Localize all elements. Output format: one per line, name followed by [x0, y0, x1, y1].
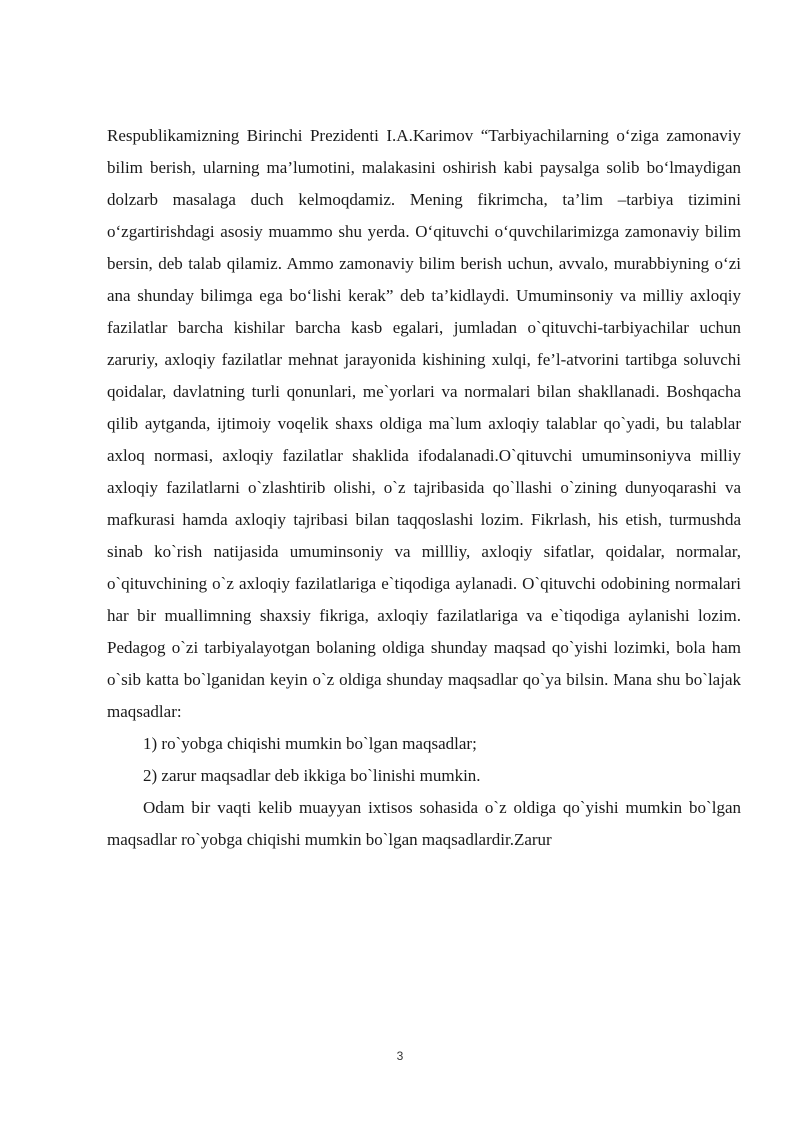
paragraph-closing: Odam bir vaqti kelib muayyan ixtisos sohasida o`z oldiga qo`yishi mumkin bo`lgan maqsadlar ro`yobga chiqishi mumkin bo`lgan maqsadlardir.Zarur [107, 798, 741, 849]
body-text [107, 120, 741, 856]
list-item-1: 1) ro`yobga chiqishi mumkin bo`lgan maqsadlar; [143, 734, 477, 753]
paragraph-main: Respublikamizning Birinchi Prezidenti I.A.Karimov “Tarbiyachilarning o‘ziga zamonaviy bilim berish, ularning ma’lumotini, malakasini oshirish kabi paysalga solib bo‘lmaydigan dolzarb masalaga duch kelmoqdamiz. Mening fikrimcha, ta’lim –tarbiya tizimini o‘zgartirishdagi asosiy muammo shu yerda. O‘qituvchi o‘quvchilarimizga zamonaviy bilim bersin, deb talab qilamiz. Ammo zamonaviy bilim berish uchun, avvalo, murabbiyning o‘zi ana shunday bilimga ega bo‘lishi kerak” deb ta’kidlaydi. Umuminsoniy va milliy axloqiy fazilatlar barcha kishilar barcha kasb egalari, jumladan o`qituvchi-tarbiyachilar uchun zaruriy, axloqiy fazilatlar mehnat jarayonida kishining xulqi, fe’l-atvorini tartibga soluvchi qoidalar, davlatning turli qonunlari, me`yorlari va normalari bilan shakllanadi. Boshqacha qilib aytganda, ijtimoiy voqelik shaxs oldiga ma`lum axloqiy talablar qo`yadi, bu talablar axloq normasi, axloqiy fazilatlar shaklida ifodalanadi.O`qituvchi umuminsoniyva milliy axloqiy fazilatlarni o`zlashtirib olishi, o`z tajribasida qo`llashi o`zining dunyoqarashi va mafkurasi hamda axloqiy tajribasi bilan taqqoslashi lozim. Fikrlash, his etish, turmushda sinab ko`rish natijasida umuminsoniy va millliy, axloqiy sifatlar, qoidalar, normalar, o`qituvchining o`z axloqiy fazilatlariga e`tiqodiga aylanadi. O`qituvchi odobining normalari har bir muallimning shaxsiy fikriga, axloqiy fazilatlariga va e`tiqodiga aylanishi lozim. Pedagog o`zi tarbiyalayotgan bolaning oldiga shunday maqsad qo`yishi lozimki, bola ham o`sib katta bo`lganidan keyin o`z oldiga shunday maqsadlar qo`ya bilsin. Mana shu bo`lajak maqsadlar: [107, 126, 741, 721]
page-number: 3 [396, 1049, 404, 1063]
list-item-2: 2) zarur maqsadlar deb ikkiga bo`linishi mumkin. [143, 766, 481, 785]
